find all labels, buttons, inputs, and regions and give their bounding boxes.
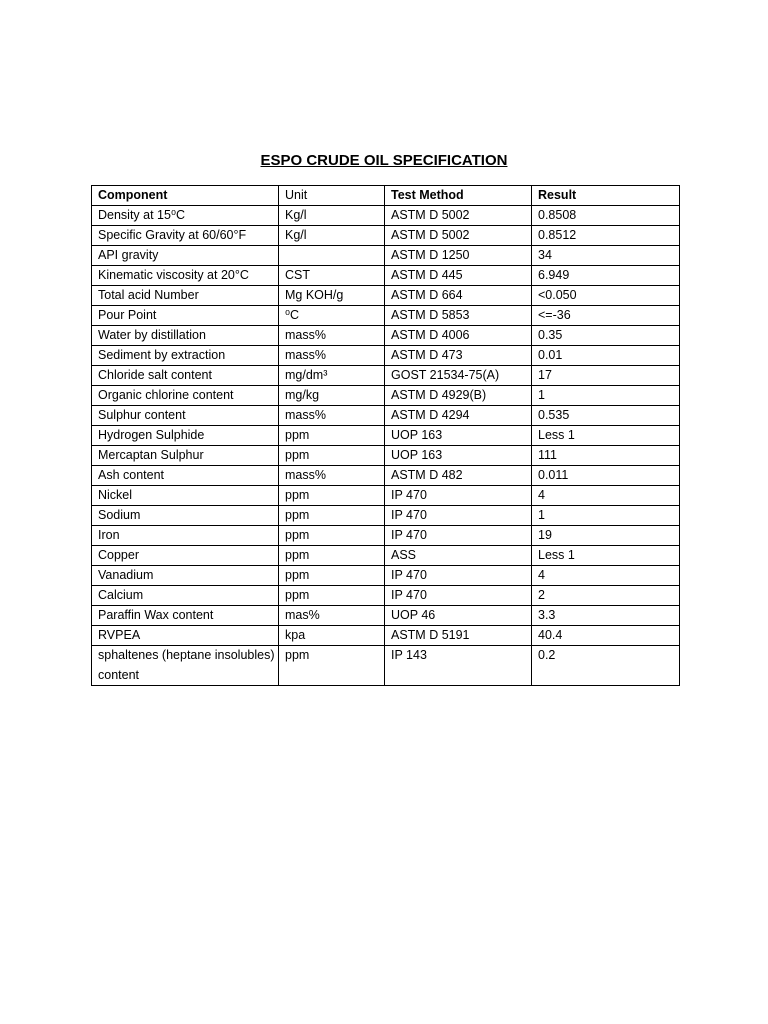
test-method-cell: ASTM D 482 xyxy=(385,466,532,486)
component-cell: Sulphur content xyxy=(92,406,279,426)
result-cell: 0.8512 xyxy=(532,226,680,246)
unit-cell: kpa xyxy=(279,626,385,646)
test-method-cell: ASTM D 473 xyxy=(385,346,532,366)
test-method-cell: ASS xyxy=(385,546,532,566)
unit-cell: ⁰C xyxy=(279,306,385,326)
unit-cell: mg/dm³ xyxy=(279,366,385,386)
result-cell: 0.011 xyxy=(532,466,680,486)
table-row xyxy=(92,266,680,286)
unit-cell: mg/kg xyxy=(279,386,385,406)
table-row xyxy=(92,286,680,306)
test-method-cell: IP 470 xyxy=(385,566,532,586)
test-method-cell: IP 470 xyxy=(385,506,532,526)
unit-cell: ppm xyxy=(279,506,385,526)
column-header-component: Component xyxy=(92,186,279,206)
unit-cell: mas% xyxy=(279,606,385,626)
result-cell: 40.4 xyxy=(532,626,680,646)
result-cell: 3.3 xyxy=(532,606,680,626)
result-cell: 2 xyxy=(532,586,680,606)
component-cell: sphaltenes (heptane insolubles) content xyxy=(92,646,279,686)
unit-cell: CST xyxy=(279,266,385,286)
component-cell: Density at 15⁰C xyxy=(92,206,279,226)
unit-cell: ppm xyxy=(279,446,385,466)
table-row xyxy=(92,506,680,526)
result-cell: 0.535 xyxy=(532,406,680,426)
component-cell: Pour Point xyxy=(92,306,279,326)
table-row xyxy=(92,546,680,566)
result-cell: 4 xyxy=(532,566,680,586)
test-method-cell: ASTM D 664 xyxy=(385,286,532,306)
specification-table xyxy=(91,185,680,686)
table-row xyxy=(92,326,680,346)
component-cell: Sodium xyxy=(92,506,279,526)
test-method-cell: ASTM D 445 xyxy=(385,266,532,286)
table-row xyxy=(92,466,680,486)
unit-cell: ppm xyxy=(279,426,385,446)
result-cell: 19 xyxy=(532,526,680,546)
component-cell: Water by distillation xyxy=(92,326,279,346)
table-row xyxy=(92,246,680,266)
table-row xyxy=(92,486,680,506)
result-cell: Less 1 xyxy=(532,426,680,446)
result-cell: 1 xyxy=(532,506,680,526)
component-cell: Nickel xyxy=(92,486,279,506)
component-cell: Calcium xyxy=(92,586,279,606)
test-method-cell: IP 470 xyxy=(385,526,532,546)
component-cell: Vanadium xyxy=(92,566,279,586)
result-cell: Less 1 xyxy=(532,546,680,566)
test-method-cell: ASTM D 1250 xyxy=(385,246,532,266)
test-method-cell: UOP 163 xyxy=(385,446,532,466)
unit-cell: ppm xyxy=(279,526,385,546)
component-cell: Total acid Number xyxy=(92,286,279,306)
unit-cell xyxy=(279,246,385,266)
table-row xyxy=(92,306,680,326)
table-header-row xyxy=(92,186,680,206)
test-method-cell: IP 143 xyxy=(385,646,532,686)
component-cell: API gravity xyxy=(92,246,279,266)
component-cell: Mercaptan Sulphur xyxy=(92,446,279,466)
table-row xyxy=(92,346,680,366)
result-cell: 1 xyxy=(532,386,680,406)
table-body xyxy=(92,206,680,686)
unit-cell: ppm xyxy=(279,646,385,686)
test-method-cell: UOP 46 xyxy=(385,606,532,626)
column-header-unit: Unit xyxy=(279,186,385,206)
test-method-cell: ASTM D 4006 xyxy=(385,326,532,346)
test-method-cell: ASTM D 4294 xyxy=(385,406,532,426)
test-method-cell: IP 470 xyxy=(385,586,532,606)
component-cell: Iron xyxy=(92,526,279,546)
result-cell: 0.01 xyxy=(532,346,680,366)
test-method-cell: ASTM D 4929(B) xyxy=(385,386,532,406)
table-row xyxy=(92,226,680,246)
component-cell: Sediment by extraction xyxy=(92,346,279,366)
table-row xyxy=(92,386,680,406)
component-cell: Hydrogen Sulphide xyxy=(92,426,279,446)
test-method-cell: GOST 21534-75(A) xyxy=(385,366,532,386)
result-cell: 0.2 xyxy=(532,646,680,686)
unit-cell: Kg/l xyxy=(279,226,385,246)
result-cell: <=-36 xyxy=(532,306,680,326)
unit-cell: ppm xyxy=(279,546,385,566)
component-cell: Paraffin Wax content xyxy=(92,606,279,626)
table-row xyxy=(92,566,680,586)
component-cell: Kinematic viscosity at 20°C xyxy=(92,266,279,286)
unit-cell: mass% xyxy=(279,346,385,366)
table-row xyxy=(92,446,680,466)
column-header-result: Result xyxy=(532,186,680,206)
result-cell: 17 xyxy=(532,366,680,386)
column-header-test-method: Test Method xyxy=(385,186,532,206)
test-method-cell: ASTM D 5002 xyxy=(385,206,532,226)
test-method-cell: IP 470 xyxy=(385,486,532,506)
result-cell: 111 xyxy=(532,446,680,466)
unit-cell: ppm xyxy=(279,486,385,506)
unit-cell: Kg/l xyxy=(279,206,385,226)
test-method-cell: UOP 163 xyxy=(385,426,532,446)
table-row xyxy=(92,426,680,446)
test-method-cell: ASTM D 5191 xyxy=(385,626,532,646)
result-cell: 6.949 xyxy=(532,266,680,286)
result-cell: <0.050 xyxy=(532,286,680,306)
result-cell: 0.8508 xyxy=(532,206,680,226)
unit-cell: ppm xyxy=(279,566,385,586)
unit-cell: mass% xyxy=(279,326,385,346)
component-cell: Organic chlorine content xyxy=(92,386,279,406)
component-cell: RVPEA xyxy=(92,626,279,646)
unit-cell: mass% xyxy=(279,466,385,486)
test-method-cell: ASTM D 5853 xyxy=(385,306,532,326)
unit-cell: mass% xyxy=(279,406,385,426)
result-cell: 0.35 xyxy=(532,326,680,346)
component-cell: Copper xyxy=(92,546,279,566)
component-cell: Ash content xyxy=(92,466,279,486)
component-cell: Chloride salt content xyxy=(92,366,279,386)
unit-cell: Mg KOH/g xyxy=(279,286,385,306)
table-row xyxy=(92,526,680,546)
table-row xyxy=(92,206,680,226)
test-method-cell: ASTM D 5002 xyxy=(385,226,532,246)
table-row xyxy=(92,606,680,626)
result-cell: 4 xyxy=(532,486,680,506)
table-row xyxy=(92,406,680,426)
document-title: ESPO CRUDE OIL SPECIFICATION xyxy=(260,152,508,169)
result-cell: 34 xyxy=(532,246,680,266)
table-row xyxy=(92,646,680,686)
table-row xyxy=(92,586,680,606)
table-row xyxy=(92,366,680,386)
table-row xyxy=(92,626,680,646)
component-cell: Specific Gravity at 60/60°F xyxy=(92,226,279,246)
unit-cell: ppm xyxy=(279,586,385,606)
